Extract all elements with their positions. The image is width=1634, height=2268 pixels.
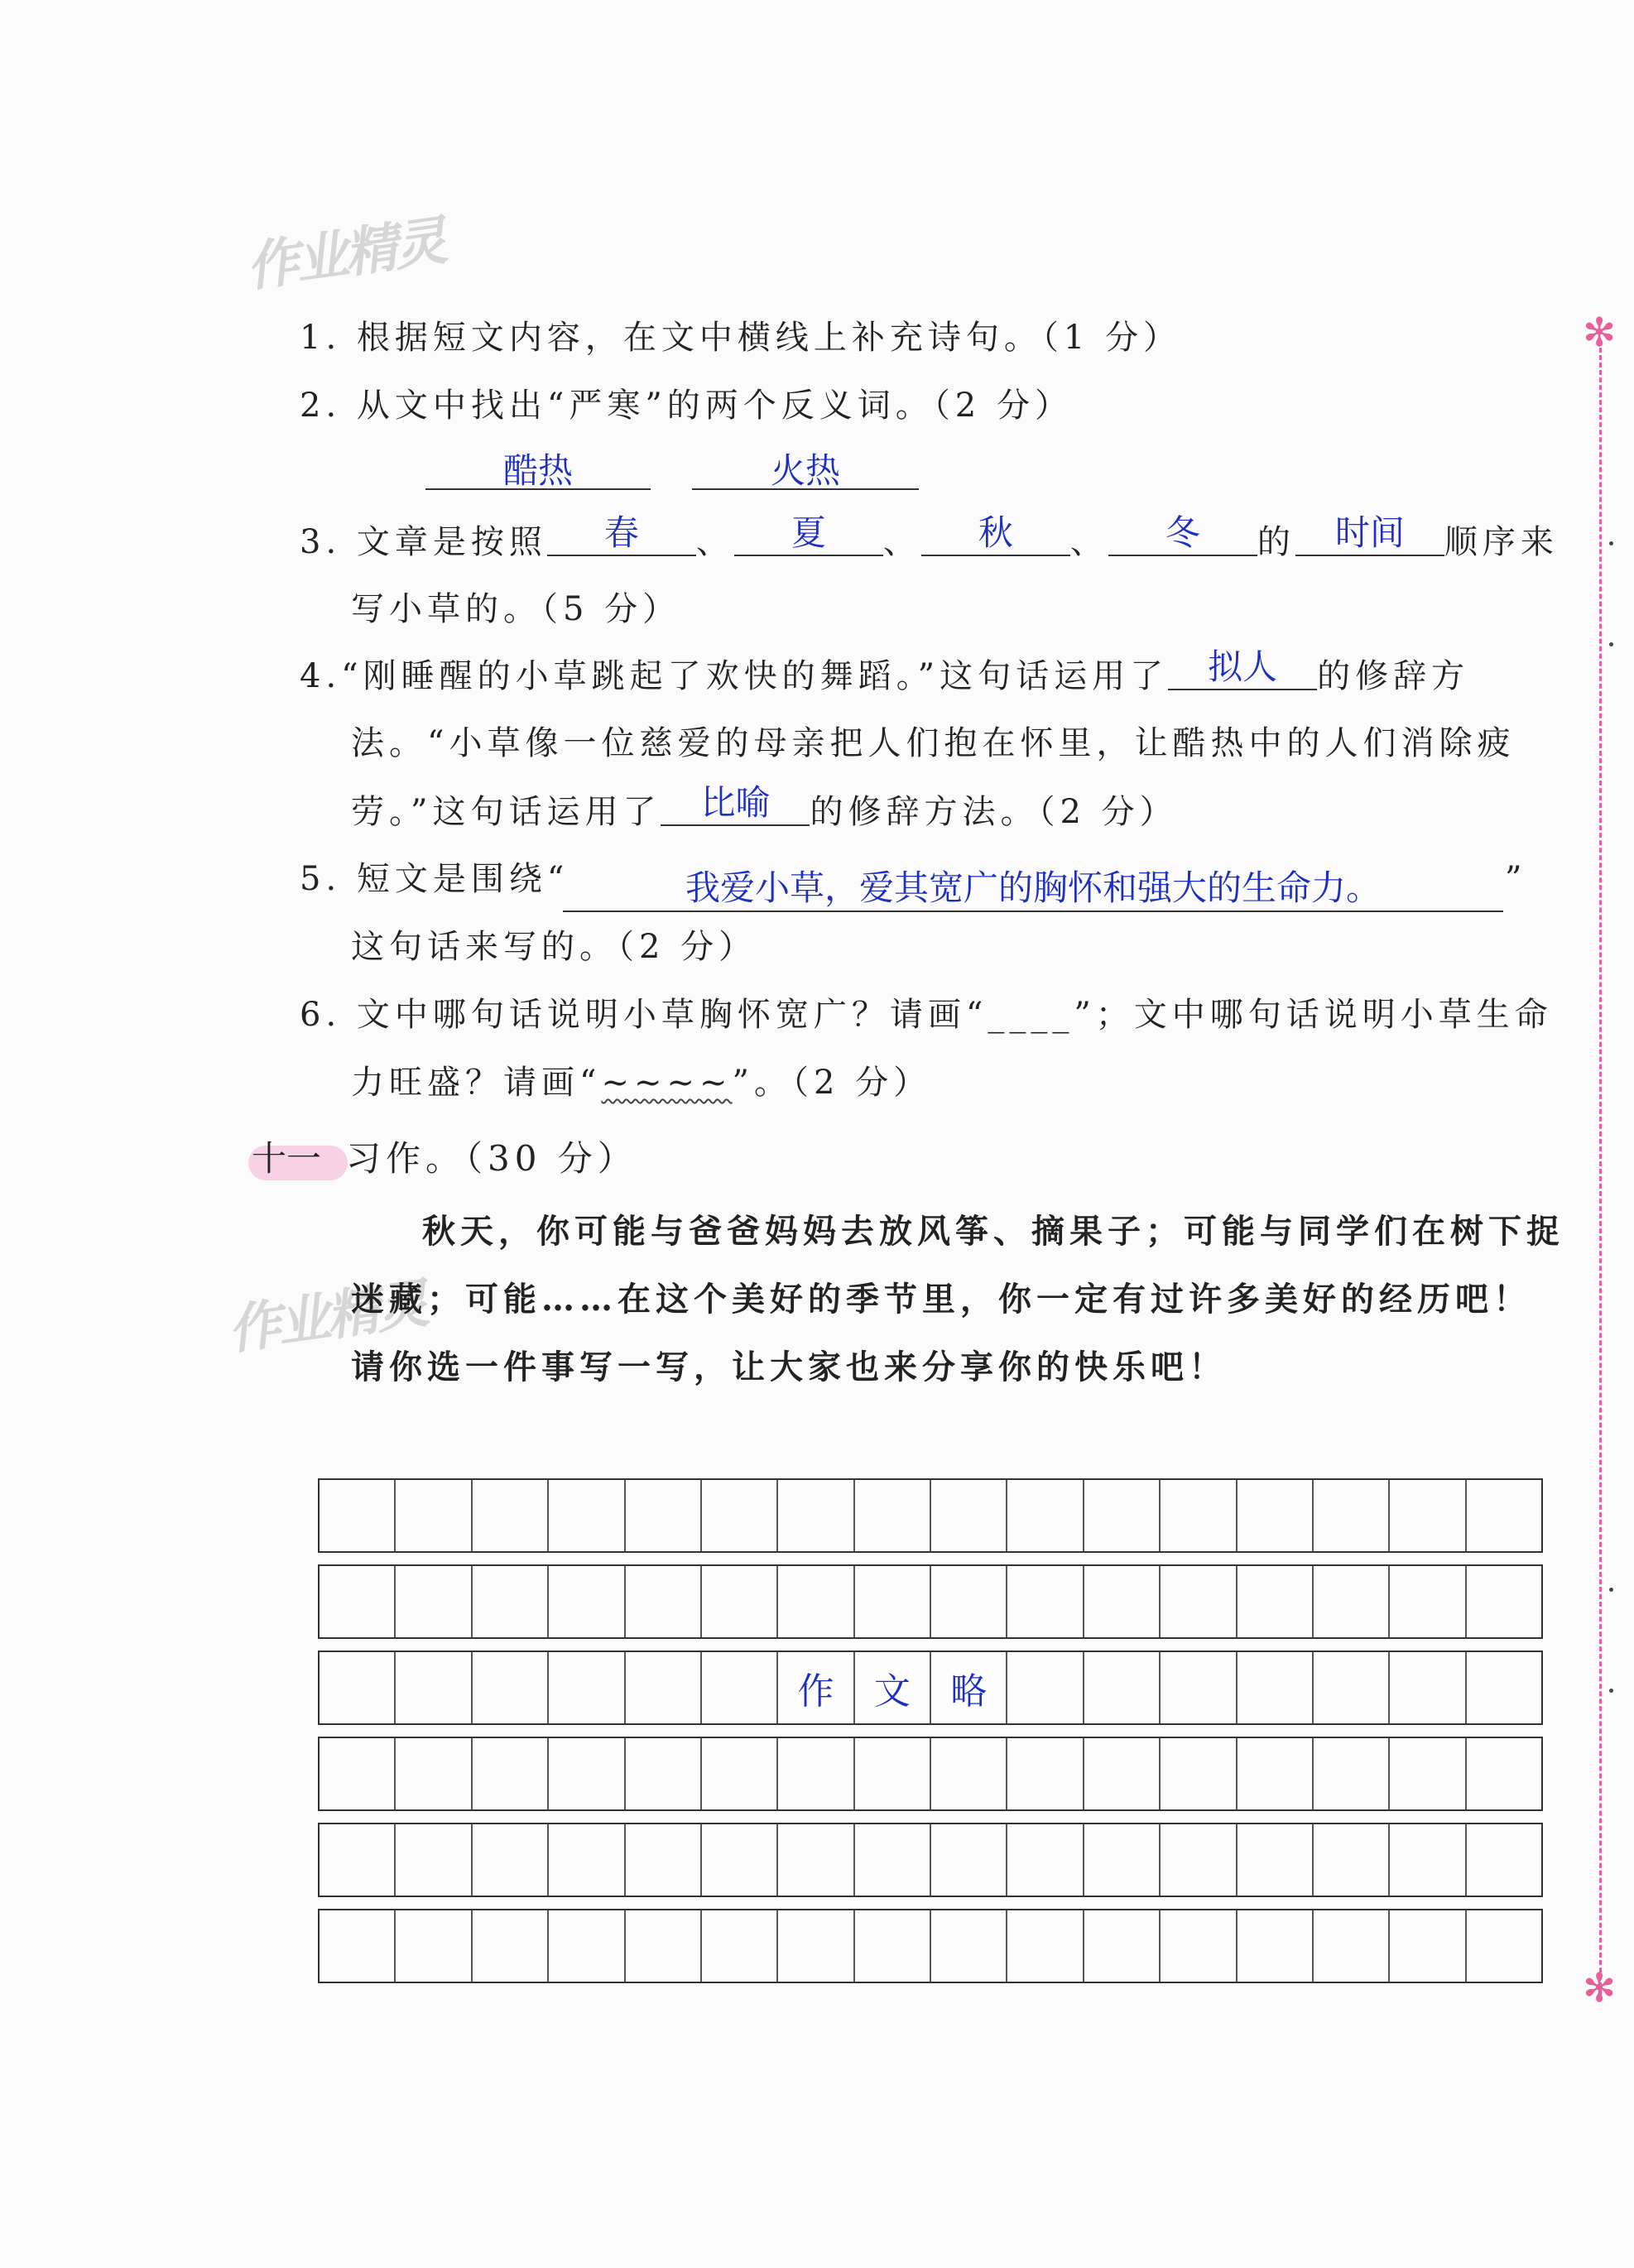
grid-cell[interactable] (1467, 1910, 1541, 1982)
grid-cell[interactable] (549, 1910, 625, 1982)
grid-cell[interactable] (1238, 1824, 1314, 1896)
grid-row (318, 1564, 1543, 1639)
writing-grid (318, 1478, 1543, 1995)
grid-cell[interactable] (549, 1652, 625, 1723)
question-3-blank-4[interactable] (1108, 512, 1257, 556)
grid-cell[interactable] (855, 1910, 931, 1982)
question-3-answer-5: 时间 (1334, 512, 1405, 553)
grid-cell[interactable] (1390, 1480, 1466, 1551)
grid-cell[interactable] (778, 1566, 854, 1637)
grid-cell[interactable] (855, 1738, 931, 1809)
grid-cell[interactable] (1314, 1566, 1390, 1637)
question-6-text-1: 文中哪句话说明小草胸怀宽广？请画“ (356, 996, 988, 1034)
question-3-blank-2[interactable] (734, 512, 883, 556)
grid-cell[interactable] (1238, 1738, 1314, 1809)
grid-cell[interactable] (702, 1566, 778, 1637)
grid-cell[interactable] (931, 1566, 1007, 1637)
grid-cell[interactable] (320, 1652, 396, 1723)
grid-row (318, 1909, 1543, 1983)
grid-cell[interactable] (1238, 1480, 1314, 1551)
question-4-answer-1: 拟人 (1208, 646, 1278, 687)
grid-cell[interactable] (1084, 1824, 1161, 1896)
question-4-text-3: 劳。”这句话运用了 (351, 793, 661, 831)
question-3-blank-1[interactable] (547, 512, 696, 556)
question-1-number: 1. (300, 319, 342, 357)
grid-cell[interactable] (931, 1824, 1007, 1896)
grid-cell[interactable] (473, 1824, 549, 1896)
grid-cell[interactable] (931, 1910, 1007, 1982)
question-3 (300, 512, 1559, 567)
grid-row (318, 1478, 1543, 1553)
grid-cell[interactable] (1390, 1652, 1466, 1723)
grid-cell[interactable] (1007, 1566, 1084, 1637)
grid-cell[interactable] (1007, 1824, 1084, 1896)
grid-cell[interactable] (778, 1480, 854, 1551)
question-3-answer-4: 冬 (1165, 512, 1200, 553)
question-4-line-2: 法。“小草像一位慈爱的母亲把人们抱在怀里，让酷热中的人们消除疲 (351, 724, 1516, 762)
question-6-line-1 (300, 990, 1553, 1040)
question-3-answer-3: 秋 (978, 512, 1013, 553)
grid-cell[interactable] (1390, 1566, 1466, 1637)
grid-cell[interactable] (1314, 1824, 1390, 1896)
question-6-line-2 (351, 1058, 931, 1108)
question-6-straight-mark: ____ (988, 996, 1074, 1034)
question-4-text-1: “刚睡醒的小草跳起了欢快的舞蹈。”这句话运用了 (341, 657, 1169, 695)
question-6-text-2: ”；文中哪句话说明小草生命 (1074, 996, 1553, 1034)
grid-cell[interactable] (1390, 1824, 1466, 1896)
grid-cell[interactable] (1238, 1910, 1314, 1982)
grid-row (318, 1823, 1543, 1897)
grid-cell[interactable] (1084, 1566, 1161, 1637)
question-6-wavy-mark: ~~~~ (601, 1064, 733, 1102)
grid-cell[interactable] (855, 1480, 931, 1551)
question-2-text: 从文中找出“严寒”的两个反义词。（2 分） (356, 387, 1073, 425)
question-3-sep-2: 、 (882, 523, 921, 561)
grid-cell[interactable] (320, 1480, 396, 1551)
question-4-blank-2[interactable] (661, 782, 810, 826)
grid-cell[interactable] (931, 1738, 1007, 1809)
question-4-text-2: 的修辞方 (1317, 657, 1470, 695)
grid-cell[interactable] (1314, 1652, 1390, 1723)
grid-cell[interactable] (1238, 1652, 1314, 1723)
grid-cell[interactable] (931, 1480, 1007, 1551)
question-3-mid: 的 (1257, 523, 1295, 561)
grid-cell-answer-2[interactable]: 文 (855, 1652, 931, 1723)
grid-cell[interactable] (320, 1566, 396, 1637)
watermark-middle: 作业精灵 (223, 1273, 430, 1362)
question-4-line-1 (300, 646, 1470, 701)
grid-cell[interactable] (626, 1566, 702, 1637)
question-5-number: 5. (300, 860, 342, 898)
margin-dot (1609, 642, 1613, 646)
grid-cell[interactable] (626, 1910, 702, 1982)
grid-cell[interactable] (778, 1910, 854, 1982)
grid-cell[interactable] (320, 1738, 396, 1809)
grid-cell[interactable] (1161, 1910, 1237, 1982)
grid-cell-answer-1[interactable]: 作 (778, 1652, 854, 1723)
question-3-answer-2: 夏 (791, 512, 826, 553)
grid-cell[interactable] (1007, 1480, 1084, 1551)
grid-cell[interactable] (855, 1824, 931, 1896)
grid-cell[interactable] (396, 1738, 472, 1809)
grid-cell[interactable] (1314, 1480, 1390, 1551)
grid-cell[interactable] (1007, 1738, 1084, 1809)
section-11-prompt-line-2: 迷藏；可能……在这个美好的季节里，你一定有过许多美好的经历吧！ (351, 1280, 1531, 1319)
grid-cell[interactable] (1467, 1566, 1541, 1637)
grid-cell[interactable] (1314, 1910, 1390, 1982)
margin-dashed-line (1599, 348, 1602, 1995)
question-6-number: 6. (300, 996, 342, 1034)
grid-cell[interactable] (396, 1824, 472, 1896)
grid-cell[interactable] (549, 1566, 625, 1637)
grid-cell[interactable] (473, 1652, 549, 1723)
grid-cell-answer-3[interactable]: 略 (931, 1652, 1007, 1723)
question-3-blank-3[interactable] (921, 512, 1070, 556)
question-6-text-4: ”。（2 分） (732, 1064, 932, 1102)
question-3-suffix: 顺序来 (1444, 523, 1559, 561)
question-4-blank-1[interactable] (1168, 646, 1317, 690)
grid-cell[interactable] (778, 1738, 854, 1809)
grid-cell[interactable] (473, 1566, 549, 1637)
grid-cell[interactable] (1390, 1738, 1466, 1809)
question-3-number: 3. (300, 523, 342, 561)
grid-cell[interactable] (778, 1824, 854, 1896)
question-5-prefix: 短文是围绕“ (356, 860, 569, 898)
grid-cell[interactable] (473, 1480, 549, 1551)
grid-cell[interactable] (1084, 1652, 1161, 1723)
grid-cell[interactable] (1467, 1824, 1541, 1896)
grid-row (318, 1737, 1543, 1811)
grid-cell[interactable] (549, 1738, 625, 1809)
question-4-line-3 (351, 782, 1178, 837)
question-5 (300, 854, 569, 904)
margin-dot (1609, 1588, 1613, 1592)
grid-cell[interactable] (1238, 1566, 1314, 1637)
question-5-suffix: ” (1505, 860, 1527, 898)
question-2-number: 2. (300, 387, 342, 425)
margin-dot (1609, 1689, 1613, 1693)
grid-cell[interactable] (1390, 1910, 1466, 1982)
grid-cell[interactable] (320, 1910, 396, 1982)
grid-cell[interactable] (1161, 1566, 1237, 1637)
grid-cell[interactable] (396, 1480, 472, 1551)
question-3-sep-1: 、 (695, 523, 734, 561)
star-icon: ✻ (1583, 310, 1617, 356)
question-3-answer-1: 春 (603, 512, 639, 553)
grid-cell[interactable] (1314, 1738, 1390, 1809)
grid-cell[interactable] (1467, 1652, 1541, 1723)
question-1-text: 根据短文内容，在文中横线上补充诗句。（1 分） (356, 319, 1182, 357)
question-6-text-3: 力旺盛？请画“ (351, 1064, 602, 1102)
grid-cell[interactable] (1161, 1824, 1237, 1896)
section-11-number: 十一 (252, 1138, 322, 1179)
grid-cell[interactable] (396, 1652, 472, 1723)
grid-cell[interactable] (1467, 1480, 1541, 1551)
question-4-number: 4. (300, 657, 342, 695)
question-2 (300, 381, 1073, 430)
question-3-sep-3: 、 (1069, 523, 1108, 561)
grid-cell[interactable] (1161, 1738, 1237, 1809)
grid-cell[interactable] (549, 1480, 625, 1551)
question-3-blank-5[interactable] (1295, 512, 1444, 556)
question-4-text-4: 的修辞方法。（2 分） (810, 793, 1178, 831)
grid-cell[interactable] (626, 1652, 702, 1723)
question-5-answer: 我爱小草，爱其宽广的胸怀和强大的生命力。 (685, 867, 1381, 908)
grid-cell[interactable] (702, 1824, 778, 1896)
question-2-answer-2: 火热 (770, 450, 840, 491)
grid-cell[interactable] (702, 1480, 778, 1551)
grid-cell[interactable] (473, 1738, 549, 1809)
grid-cell[interactable] (626, 1480, 702, 1551)
question-2-answer-1: 酷热 (502, 450, 573, 491)
grid-cell[interactable] (1161, 1480, 1237, 1551)
question-4-answer-2: 比喻 (700, 782, 771, 823)
grid-cell[interactable] (473, 1910, 549, 1982)
star-icon: ✻ (1583, 1965, 1617, 2011)
section-11-prompt-line-3: 请你选一件事写一写，让大家也来分享你的快乐吧！ (351, 1348, 1227, 1386)
grid-cell[interactable] (549, 1824, 625, 1896)
grid-cell[interactable] (1084, 1910, 1161, 1982)
grid-cell[interactable] (702, 1910, 778, 1982)
question-3-prefix: 文章是按照 (356, 523, 547, 561)
grid-cell[interactable] (855, 1566, 931, 1637)
grid-cell[interactable] (1084, 1738, 1161, 1809)
grid-cell[interactable] (1467, 1738, 1541, 1809)
grid-cell[interactable] (396, 1566, 472, 1637)
grid-cell[interactable] (626, 1738, 702, 1809)
grid-cell[interactable] (702, 1652, 778, 1723)
grid-cell[interactable] (1084, 1480, 1161, 1551)
grid-cell[interactable] (396, 1910, 472, 1982)
grid-cell[interactable] (1007, 1910, 1084, 1982)
margin-dot (1609, 541, 1613, 545)
grid-cell[interactable] (320, 1824, 396, 1896)
grid-cell[interactable] (1161, 1652, 1237, 1723)
question-1 (300, 313, 1181, 363)
question-5-line-2: 这句话来写的。（2 分） (351, 928, 757, 966)
grid-cell[interactable] (626, 1824, 702, 1896)
grid-row-answer (318, 1651, 1543, 1725)
question-3-line-2: 写小草的。（5 分） (351, 590, 681, 628)
section-11-title: 习作。（30 分） (346, 1138, 637, 1179)
watermark-top: 作业精灵 (242, 210, 448, 300)
grid-cell[interactable] (702, 1738, 778, 1809)
question-5-blank[interactable] (563, 911, 1503, 912)
section-11-prompt-line-1: 秋天，你可能与爸爸妈妈去放风筝、摘果子；可能与同学们在树下捉 (422, 1212, 1564, 1251)
grid-cell[interactable] (1007, 1652, 1084, 1723)
